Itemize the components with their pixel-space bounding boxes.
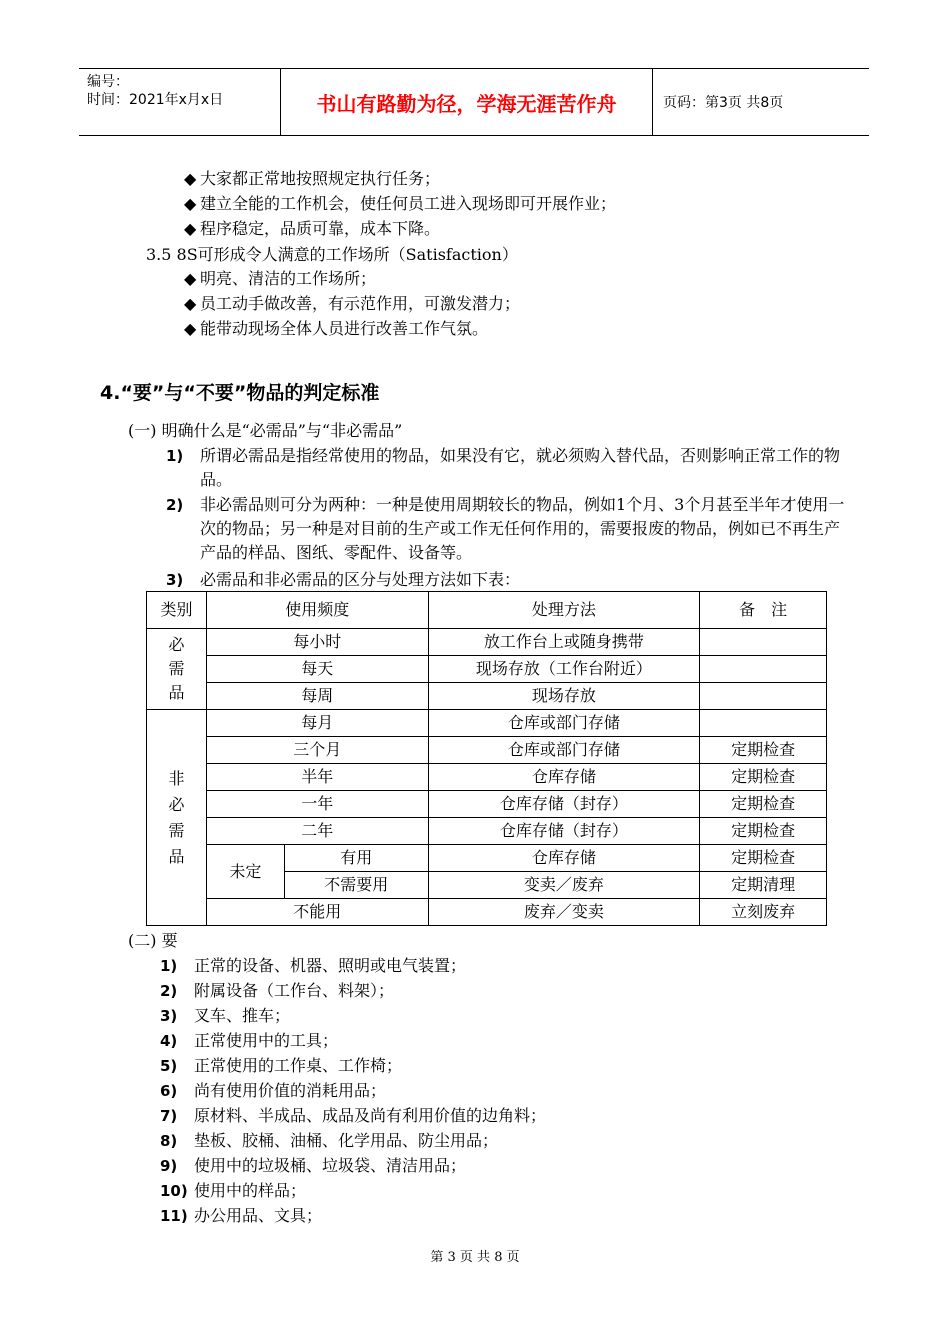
header-meta xyxy=(79,69,281,135)
table-cell: 每小时 xyxy=(206,629,428,656)
table-cell: 定期检查 xyxy=(700,791,827,818)
header-motto: 书山有路勤为径，学海无涯苦作舟 xyxy=(281,69,653,135)
page-header xyxy=(79,68,869,136)
table-cell: 定期检查 xyxy=(700,764,827,791)
list-item: 7) 原材料、半成品、成品及尚有利用价值的边角料； xyxy=(160,1106,547,1125)
table-cell: 仓库存储 xyxy=(428,845,700,872)
bullet-item: ◆ 程序稳定，品质可靠，成本下降。 xyxy=(184,219,441,238)
undecided-cell: 未定 xyxy=(206,845,284,899)
bullet-item: ◆ 建立全能的工作机会，使任何员工进入现场即可开展作业； xyxy=(184,194,617,213)
table-cell: 有用 xyxy=(284,845,428,872)
table-cell: 现场存放（工作台附近） xyxy=(428,656,700,683)
header-page: 页码：第3页 共8页 xyxy=(663,95,784,111)
list-item: 8) 垫板、胶桶、油桶、化学用品、防尘用品； xyxy=(160,1131,499,1150)
table-row xyxy=(147,818,827,845)
list-item: 2) 非必需品则可分为两种：一种是使用周期较长的物品，例如1个月、3个月甚至半年才使用一次的物品；另一种是对目前的生产或工作无任何作用的，需要报废的物品，例如已不再生产产品的样品、图纸、零配件、设备等。 xyxy=(166,495,845,562)
diamond-bullet-icon: ◆ xyxy=(184,294,197,313)
table-cell: 现场存放 xyxy=(428,683,700,710)
table-cell: 定期检查 xyxy=(700,845,827,872)
table-cell: 立刻废弃 xyxy=(700,899,827,926)
table-row xyxy=(147,899,827,926)
subsection-2-heading: (二) 要 xyxy=(128,931,178,950)
list-item: 4) 正常使用中的工具； xyxy=(160,1031,339,1050)
list-item: 1) 正常的设备、机器、照明或电气装置； xyxy=(160,956,467,975)
table-cell: 放工作台上或随身携带 xyxy=(428,629,700,656)
diamond-bullet-icon: ◆ xyxy=(184,219,197,238)
table-row xyxy=(147,737,827,764)
table-cell: 一年 xyxy=(206,791,428,818)
list-item: 1) 所谓必需品是指经常使用的物品，如果没有它，就必须购入替代品，否则影响正常工作的物品。 xyxy=(166,446,841,489)
table-cell: 每月 xyxy=(206,710,428,737)
table-row xyxy=(147,656,827,683)
table-row xyxy=(147,791,827,818)
table-cell: 定期清理 xyxy=(700,872,827,899)
table-cell: 仓库存储（封存） xyxy=(428,791,700,818)
table-cell: 定期检查 xyxy=(700,737,827,764)
category-necessary: 必需品 xyxy=(147,629,207,710)
table-row xyxy=(147,629,827,656)
table-cell: 每天 xyxy=(206,656,428,683)
table-cell: 仓库存储（封存） xyxy=(428,818,700,845)
subsection-1-heading: (一) 明确什么是“必需品”与“非必需品” xyxy=(128,421,403,440)
table-cell xyxy=(700,683,827,710)
table-header-cell: 处理方法 xyxy=(428,592,700,629)
table-cell: 仓库存储 xyxy=(428,764,700,791)
table-cell xyxy=(700,710,827,737)
header-time: 时间：2021年x月x日 xyxy=(87,92,224,108)
list-item: 3) 必需品和非必需品的区分与处理方法如下表： xyxy=(166,570,521,589)
bullet-item: ◆ 大家都正常地按照规定执行任务； xyxy=(184,169,441,188)
list-item: 3) 叉车、推车； xyxy=(160,1006,291,1025)
table-cell: 不需要用 xyxy=(284,872,428,899)
diamond-bullet-icon: ◆ xyxy=(184,194,197,213)
table-cell: 仓库或部门存储 xyxy=(428,710,700,737)
page-footer: 第 3 页 共 8 页 xyxy=(430,1250,520,1265)
list-item: 9) 使用中的垃圾桶、垃圾袋、清洁用品； xyxy=(160,1156,467,1175)
table-row xyxy=(147,710,827,737)
classification-table xyxy=(146,591,827,926)
list-item: 5) 正常使用的工作桌、工作椅； xyxy=(160,1056,403,1075)
table-cell: 不能用 xyxy=(206,899,428,926)
diamond-bullet-icon: ◆ xyxy=(184,319,197,338)
table-header-cell: 使用频度 xyxy=(206,592,428,629)
list-item: 2) 附属设备（工作台、料架）； xyxy=(160,981,395,1000)
table-cell: 每周 xyxy=(206,683,428,710)
table-cell: 废弃／变卖 xyxy=(428,899,700,926)
list-item: 10) 使用中的样品； xyxy=(160,1181,307,1200)
table-row xyxy=(147,683,827,710)
table-cell: 三个月 xyxy=(206,737,428,764)
table-cell: 仓库或部门存储 xyxy=(428,737,700,764)
table-header-row xyxy=(147,592,827,629)
bullet-item: ◆ 能带动现场全体人员进行改善工作气氛。 xyxy=(184,319,489,338)
table-cell: 变卖／废弃 xyxy=(428,872,700,899)
table-cell: 定期检查 xyxy=(700,818,827,845)
table-cell xyxy=(700,656,827,683)
diamond-bullet-icon: ◆ xyxy=(184,169,197,188)
table-header-cell: 类别 xyxy=(147,592,207,629)
section-3-5-heading: 3.5 8S可形成令人满意的工作场所（Satisfaction） xyxy=(146,245,518,264)
bullet-item: ◆ 明亮、清洁的工作场所； xyxy=(184,269,377,288)
table-cell xyxy=(700,629,827,656)
table-cell: 二年 xyxy=(206,818,428,845)
table-header-cell: 备 注 xyxy=(700,592,827,629)
table-row xyxy=(147,845,827,872)
list-item: 11) 办公用品、文具； xyxy=(160,1206,323,1225)
header-number: 编号： xyxy=(87,74,129,90)
table-cell: 半年 xyxy=(206,764,428,791)
section-4-heading: 4.“要”与“不要”物品的判定标准 xyxy=(100,382,380,404)
category-unnecessary: 非必需品 xyxy=(147,710,207,926)
table-row xyxy=(147,764,827,791)
list-item: 6) 尚有使用价值的消耗用品； xyxy=(160,1081,387,1100)
diamond-bullet-icon: ◆ xyxy=(184,269,197,288)
bullet-item: ◆ 员工动手做改善，有示范作用，可激发潜力； xyxy=(184,294,521,313)
